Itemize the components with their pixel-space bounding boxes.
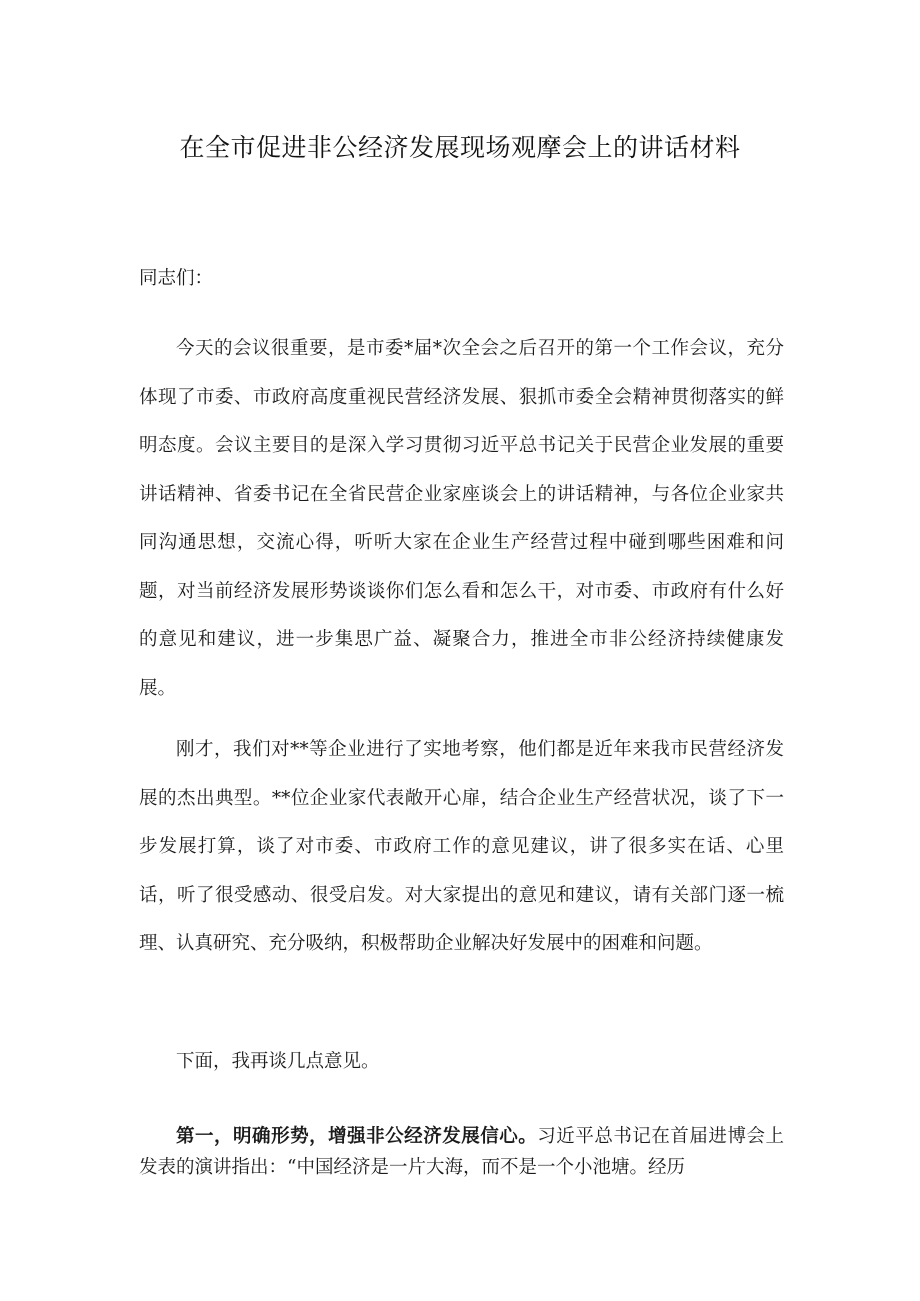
- paragraph-3: 下面，我再谈几点意见。: [176, 1051, 380, 1072]
- document-title: 在全市促进非公经济发展现场观摩会上的讲话材料: [179, 133, 741, 162]
- paragraph-4-body: 习近平总书记在首届进博会上发表的演讲指出：“中国经济是一片大海，而不是一个小池塘。经历: [139, 1126, 784, 1178]
- paragraph-4: [139, 1121, 784, 1183]
- paragraph-1: 今天的会议很重要，是市委*届*次全会之后召开的第一个工作会议，充分体现了市委、市政府高度重视民营经济发展、狠抓市委全会精神贯彻落实的鲜明态度。会议主要目的是深入学习贯彻习近平总书记关于民营企业发展的重要讲话精神、省委书记在全省民营企业家座谈会上的讲话精神，与各位企业家共同沟通思想，交流心得，听听大家在企业生产经营过程中碰到哪些困难和问题，对当前经济发展形势谈谈你们怎么看和怎么干，对市委、市政府有什么好的意见和建议，进一步集思广益、凝聚合力，推进全市非公经济持续健康发展。: [139, 338, 784, 699]
- salutation: 同志们：: [139, 268, 214, 289]
- paragraph-2: 刚才，我们对**等企业进行了实地考察，他们都是近年来我市民营经济发展的杰出典型。**位企业家代表敞开心扉，结合企业生产经营状况，谈了下一步发展打算，谈了对市委、市政府工作的意见建议，讲了很多实在话、心里话，听了很受感动、很受启发。对大家提出的意见和建议，请有关部门逐一梳理、认真研究、充分吸纳，积极帮助企业解决好发展中的困难和问题。: [139, 739, 784, 954]
- section-heading-first: 第一，明确形势，增强非公经济发展信心。: [176, 1126, 538, 1147]
